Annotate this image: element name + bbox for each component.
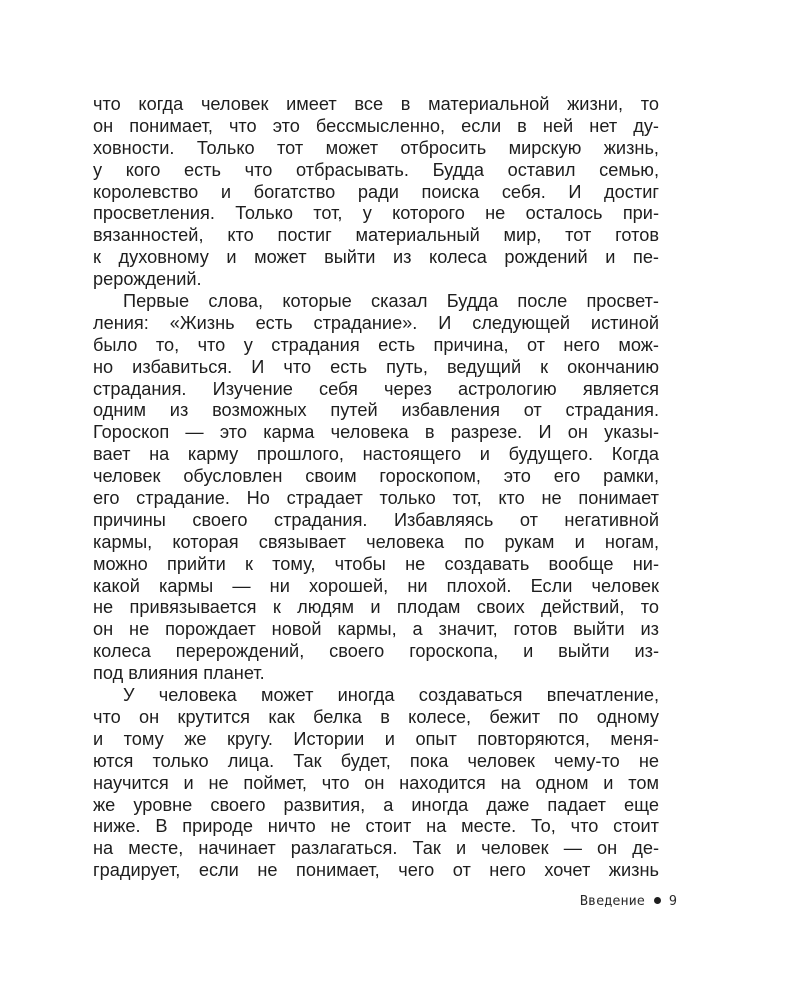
text-line: колеса перерождений, своего гороскопа, и выйти из- xyxy=(93,641,659,662)
text-line: к духовному и может выйти из колеса рождений и пе- xyxy=(93,247,659,268)
text-line: но избавиться. И что есть путь, ведущий к окончанию xyxy=(93,356,659,377)
text-line: ются только лица. Так будет, пока человек чему-то не xyxy=(93,750,659,771)
text-line: страдания. Изучение себя через астрологию является xyxy=(93,378,659,399)
text-line: на месте, начинает разлагаться. Так и человек — он де- xyxy=(93,838,659,859)
text-line: у кого есть что отбрасывать. Будда оставил семью, xyxy=(93,159,659,180)
text-line: что он крутится как белка в колесе, бежит по одному xyxy=(93,706,659,727)
text-line: что когда человек имеет все в материальной жизни, то xyxy=(93,94,659,114)
body-text xyxy=(93,94,659,882)
text-line: Первые слова, которые сказал Будда после просвет- xyxy=(123,291,659,312)
text-line: вязанностей, кто постиг материальный мир, тот готов xyxy=(93,225,659,246)
text-line: У человека может иногда создаваться впечатление, xyxy=(123,685,659,706)
text-line: он понимает, что это бессмысленно, если в ней нет ду- xyxy=(93,115,659,136)
text-line: ления: «Жизнь есть страдание». И следующей истиной xyxy=(93,312,659,333)
text-line: же уровне своего развития, а иногда даже падает еще xyxy=(93,794,659,815)
running-footer xyxy=(0,893,677,909)
text-line: под влияния планет. xyxy=(93,663,265,684)
text-line: не привязывается к людям и плодам своих действий, то xyxy=(93,597,659,618)
text-line: кармы, которая связывает человека по рукам и ногам, xyxy=(93,531,659,552)
bullet-icon xyxy=(654,897,661,904)
text-line: человек обусловлен своим гороскопом, это его рамки, xyxy=(93,466,659,487)
text-line: и тому же кругу. Истории и опыт повторяются, меня- xyxy=(93,728,659,749)
text-line: было то, что у страдания есть причина, от него мож- xyxy=(93,334,659,355)
page-number: 9 xyxy=(668,893,677,909)
text-line: королевство и богатство ради поиска себя. И достиг xyxy=(93,181,659,202)
text-line: он не порождает новой кармы, а значит, готов выйти из xyxy=(93,619,659,640)
text-line: вает на карму прошлого, настоящего и будущего. Когда xyxy=(93,444,659,465)
section-title: Введение xyxy=(579,893,645,909)
text-line: Гороскоп — это карма человека в разрезе. И он указы- xyxy=(93,422,659,443)
text-line: градирует, если не понимает, чего от него хочет жизнь xyxy=(93,860,659,881)
text-line: научится и не поймет, что он находится на одном и том xyxy=(93,772,659,793)
text-line: ниже. В природе ничто не стоит на месте. То, что стоит xyxy=(93,816,659,837)
text-line: просветления. Только тот, у которого не осталось при- xyxy=(93,203,659,224)
text-line: рерождений. xyxy=(93,269,202,290)
text-line: его страдание. Но страдает только тот, кто не понимает xyxy=(93,488,659,509)
text-line: одним из возможных путей избавления от страдания. xyxy=(93,400,659,421)
text-line: можно прийти к тому, чтобы не создавать вообще ни- xyxy=(93,553,659,574)
text-line: причины своего страдания. Избавляясь от негативной xyxy=(93,509,659,530)
text-line: ховности. Только тот может отбросить мирскую жизнь, xyxy=(93,137,659,158)
text-line: какой кармы — ни хорошей, ни плохой. Если человек xyxy=(93,575,659,596)
